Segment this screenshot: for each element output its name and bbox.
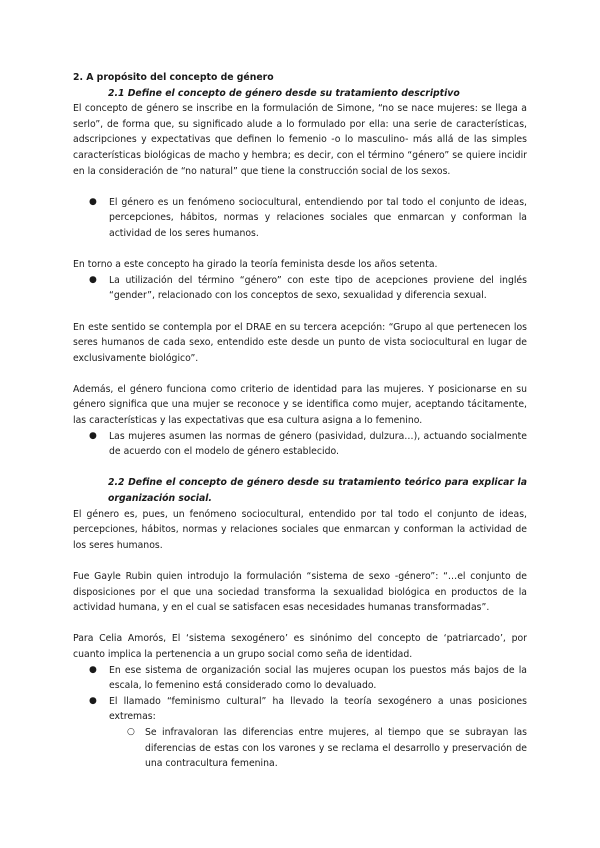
circle-bullet-icon: ○ bbox=[127, 726, 135, 737]
bullet-text: En ese sistema de organización social las mujeres ocupan los puestos más bajos de la escala, lo femenino está considerado como lo devaluado. bbox=[109, 664, 527, 692]
section-heading: 2. A propósito del concepto de género bbox=[73, 72, 274, 83]
bullet-item bbox=[73, 663, 527, 694]
bullet-text: El llamado “feminismo cultural” ha llevado la teoría sexogénero a unas posiciones extremas: bbox=[109, 695, 527, 723]
paragraph-gayle-rubin: Fue Gayle Rubin quien introdujo la formulación “sistema de sexo -género”: “…el conjunto de disposiciones por el que una sociedad transforma la sexualidad biológica en productos de la actividad humana, y en el cual se satisfacen esas necesidades humanas transformadas”. bbox=[73, 571, 527, 614]
paragraph-drae: En este sentido se contempla por el DRAE en su tercera acepción: “Grupo al que pertenecen los seres humanos de cada sexo, entendido este desde un punto de vista sociocultural en lugar de exclusivamente biológico”. bbox=[73, 321, 527, 364]
bullet-text: Las mujeres asumen las normas de género (pasividad, dulzura…), actuando socialmente de acuerdo con el modelo de género establecido. bbox=[109, 430, 527, 458]
paragraph-sociocultural: El género es, pues, un fenómeno sociocultural, entendido por tal todo el conjunto de ideas, percepciones, hábitos, normas y relaciones sociales que enmarcan y conforman la actividad de los seres humanos. bbox=[73, 508, 527, 551]
bullet-dot-icon: ● bbox=[89, 196, 97, 207]
bullet-dot-icon: ● bbox=[89, 274, 97, 285]
paragraph-feminist-theory: En torno a este concepto ha girado la teoría feminista desde los años setenta. bbox=[73, 259, 438, 271]
bullet-text: El género es un fenómeno sociocultural, entendiendo por tal todo el conjunto de ideas, percepciones, hábitos, normas y relaciones sociales que enmarcan y conforman la actividad de los seres humanos. bbox=[109, 196, 527, 239]
bullet-dot-icon: ● bbox=[89, 695, 97, 706]
bullet-item bbox=[73, 429, 527, 460]
paragraph-simone: El concepto de género se inscribe en la formulación de Simone, “no se nace mujeres: se llega a serlo”, de forma que, su significado alude a lo formulado por ella: una serie de características, adscripciones y expectativas que definen lo femenio -o lo masculino- más allá de las simples características biológicas de macho y hembra; es decir, con el término “género” se quiere incidir en la consideración de “no natural” que tiene la construcción social de los sexos. bbox=[73, 103, 527, 177]
paragraph-celia-amoros: Para Celia Amorós, El ‘sistema sexogénero’ es sinónimo del concepto de ‘patriarcado’, por cuanto implica la pertenencia a un grupo social como seña de identidad. bbox=[73, 633, 527, 660]
bullet-item bbox=[73, 273, 527, 304]
sub-bullet-item bbox=[73, 725, 527, 772]
bullet-item bbox=[73, 694, 527, 725]
document-body bbox=[73, 70, 527, 772]
bullet-dot-icon: ● bbox=[89, 430, 97, 441]
paragraph-identity: Además, el género funciona como criterio de identidad para las mujeres. Y posicionarse en su género significa que una mujer se reconoce y se identifica como mujer, aceptando tácitamente, las características y las expectativas que esa cultura asigna a lo femenino. bbox=[73, 383, 527, 427]
subsection-heading-descriptive: 2.1 Define el concepto de género desde su tratamiento descriptivo bbox=[108, 87, 460, 99]
bullet-item bbox=[73, 195, 527, 242]
bullet-text: La utilización del término “género” con este tipo de acepciones proviene del inglés “gender”, relacionado con los conceptos de sexo, sexualidad y diferencia sexual. bbox=[109, 274, 527, 302]
subsection-heading-theoretical: 2.2 Define el concepto de género desde su tratamiento teórico para explicar la organización social. bbox=[108, 477, 527, 505]
sub-bullet-text: Se infravaloran las diferencias entre mujeres, al tiempo que se subrayan las diferencias de estas con los varones y se reclama el desarrollo y preservación de una contracultura femenina. bbox=[145, 726, 527, 770]
bullet-dot-icon: ● bbox=[89, 664, 97, 675]
